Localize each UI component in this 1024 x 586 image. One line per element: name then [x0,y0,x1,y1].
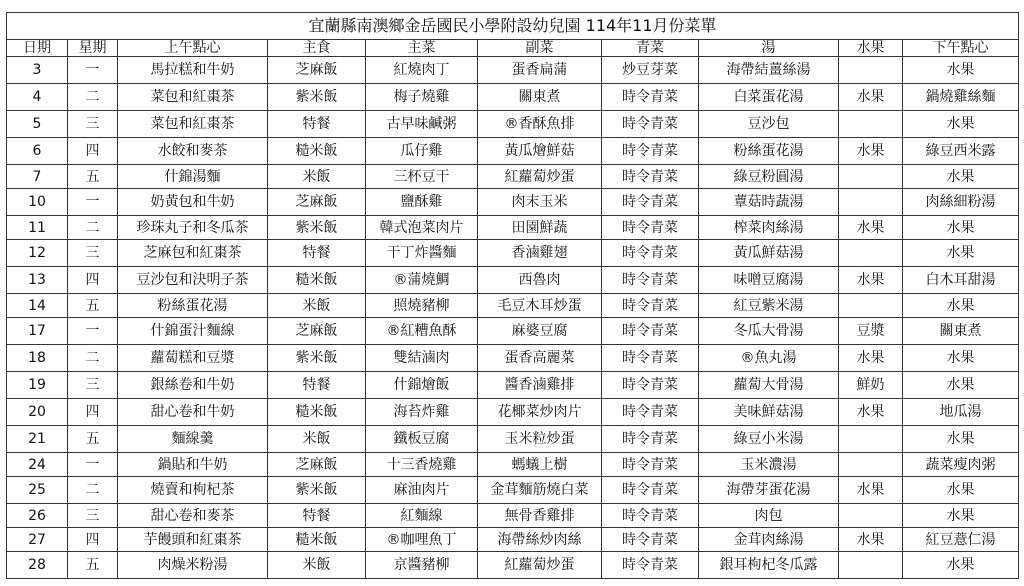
cell-side-dish: 螞蟻上樹 [478,453,602,477]
cell-main-dish: ®紅糟魚酥 [366,318,478,345]
cell-afternoon-snack: 肉絲細粉湯 [903,189,1019,216]
cell-weekday: 三 [68,111,118,138]
cell-vegetable: 時令青菜 [602,216,699,240]
table-row [7,267,1019,294]
cell-soup: 玉米濃湯 [699,453,839,477]
cell-weekday: 五 [68,294,118,318]
cell-afternoon-snack: 水果 [903,111,1019,138]
cell-morning-snack: 芋饅頭和紅棗茶 [118,528,268,552]
cell-date: 28 [7,552,68,579]
cell-vegetable: 時令青菜 [602,372,699,399]
cell-date: 6 [7,138,68,165]
cell-date: 27 [7,528,68,552]
cell-afternoon-snack: 白木耳甜湯 [903,267,1019,294]
cell-main-dish: 梅子燒雞 [366,84,478,111]
cell-date: 7 [7,165,68,189]
cell-vegetable: 時令青菜 [602,426,699,453]
cell-fruit [839,504,903,528]
title-row [7,13,1019,40]
cell-fruit: 水果 [839,267,903,294]
cell-afternoon-snack: 綠豆西米露 [903,138,1019,165]
cell-vegetable: 時令青菜 [602,84,699,111]
cell-main-dish: 京醬豬柳 [366,552,478,579]
cell-main-dish: 海苔炸雞 [366,399,478,426]
cell-date: 20 [7,399,68,426]
cell-main-dish: 照燒豬柳 [366,294,478,318]
cell-vegetable: 時令青菜 [602,189,699,216]
cell-staple: 米飯 [268,165,366,189]
cell-main-dish: 古早味鹹粥 [366,111,478,138]
cell-weekday: 五 [68,426,118,453]
cell-afternoon-snack: 水果 [903,504,1019,528]
header-staple: 主食 [268,40,366,57]
cell-fruit: 水果 [839,345,903,372]
cell-side-dish: 醬香滷雞排 [478,372,602,399]
cell-afternoon-snack: 水果 [903,216,1019,240]
cell-soup: 銀耳枸杞冬瓜露 [699,552,839,579]
table-row [7,552,1019,579]
table-row [7,318,1019,345]
cell-weekday: 四 [68,138,118,165]
cell-side-dish: 金茸麵筋燒白菜 [478,477,602,504]
cell-date: 11 [7,216,68,240]
cell-fruit: 水果 [839,399,903,426]
cell-afternoon-snack: 水果 [903,372,1019,399]
table-row [7,240,1019,267]
cell-soup: 黃瓜鮮菇湯 [699,240,839,267]
cell-soup: ®魚丸湯 [699,345,839,372]
cell-fruit: 豆漿 [839,318,903,345]
cell-soup: 美味鮮菇湯 [699,399,839,426]
cell-morning-snack: 甜心卷和麥茶 [118,504,268,528]
cell-date: 25 [7,477,68,504]
cell-staple: 紫米飯 [268,477,366,504]
cell-weekday: 二 [68,216,118,240]
cell-soup: 白菜蛋花湯 [699,84,839,111]
cell-main-dish: 雙結滷肉 [366,345,478,372]
cell-soup: 榨菜肉絲湯 [699,216,839,240]
cell-vegetable: 時令青菜 [602,240,699,267]
header-side-dish: 副菜 [478,40,602,57]
cell-vegetable: 時令青菜 [602,504,699,528]
cell-side-dish: 田園鮮蔬 [478,216,602,240]
cell-date: 14 [7,294,68,318]
cell-fruit [839,189,903,216]
header-date: 日期 [7,40,68,57]
cell-staple: 芝麻飯 [268,57,366,84]
cell-date: 24 [7,453,68,477]
cell-soup: 海帶結薑絲湯 [699,57,839,84]
cell-date: 10 [7,189,68,216]
cell-main-dish: 什錦燴飯 [366,372,478,399]
table-row [7,111,1019,138]
header-fruit: 水果 [839,40,903,57]
cell-staple: 米飯 [268,552,366,579]
cell-afternoon-snack: 水果 [903,477,1019,504]
cell-staple: 米飯 [268,294,366,318]
cell-staple: 芝麻飯 [268,189,366,216]
cell-side-dish: 海帶絲炒肉絲 [478,528,602,552]
table-row [7,138,1019,165]
cell-main-dish: 三杯豆干 [366,165,478,189]
cell-fruit: 鮮奶 [839,372,903,399]
cell-weekday: 一 [68,318,118,345]
table-row [7,216,1019,240]
cell-side-dish: 花椰菜炒肉片 [478,399,602,426]
cell-weekday: 四 [68,267,118,294]
cell-fruit [839,453,903,477]
cell-side-dish: 玉米粒炒蛋 [478,426,602,453]
cell-fruit: 水果 [839,216,903,240]
table-row [7,399,1019,426]
cell-date: 17 [7,318,68,345]
cell-soup: 蕈菇時蔬湯 [699,189,839,216]
header-weekday: 星期 [68,40,118,57]
cell-afternoon-snack: 水果 [903,240,1019,267]
menu-title: 宜蘭縣南澳鄉金岳國民小學附設幼兒園 114年11月份菜單 [7,13,1019,40]
cell-morning-snack: 麵線羹 [118,426,268,453]
cell-soup: 冬瓜大骨湯 [699,318,839,345]
cell-afternoon-snack: 蔬菜瘦肉粥 [903,453,1019,477]
cell-afternoon-snack: 地瓜湯 [903,399,1019,426]
table-row [7,84,1019,111]
cell-vegetable: 時令青菜 [602,399,699,426]
table-row [7,453,1019,477]
cell-main-dish: 十三香燒雞 [366,453,478,477]
table-row [7,345,1019,372]
cell-staple: 糙米飯 [268,528,366,552]
cell-main-dish: 鹽酥雞 [366,189,478,216]
cell-weekday: 二 [68,84,118,111]
cell-vegetable: 時令青菜 [602,552,699,579]
cell-main-dish: 紅燒肉丁 [366,57,478,84]
cell-fruit: 水果 [839,528,903,552]
cell-afternoon-snack: 水果 [903,552,1019,579]
cell-weekday: 五 [68,165,118,189]
cell-morning-snack: 甜心卷和牛奶 [118,399,268,426]
cell-date: 5 [7,111,68,138]
cell-weekday: 三 [68,504,118,528]
cell-staple: 芝麻飯 [268,318,366,345]
cell-soup: 豆沙包 [699,111,839,138]
cell-soup: 金茸肉絲湯 [699,528,839,552]
cell-weekday: 三 [68,372,118,399]
cell-side-dish: 黃瓜燴鮮菇 [478,138,602,165]
cell-main-dish: 韓式泡菜肉片 [366,216,478,240]
cell-weekday: 五 [68,552,118,579]
cell-staple: 米飯 [268,426,366,453]
cell-afternoon-snack: 關東煮 [903,318,1019,345]
cell-soup: 粉絲蛋花湯 [699,138,839,165]
cell-side-dish: 麻婆豆腐 [478,318,602,345]
table-row [7,528,1019,552]
cell-morning-snack: 鍋貼和牛奶 [118,453,268,477]
cell-vegetable: 時令青菜 [602,111,699,138]
cell-date: 4 [7,84,68,111]
cell-staple: 紫米飯 [268,345,366,372]
cell-side-dish: 西魯肉 [478,267,602,294]
cell-side-dish: 無骨香雞排 [478,504,602,528]
cell-main-dish: 鐵板豆腐 [366,426,478,453]
cell-afternoon-snack: 水果 [903,426,1019,453]
menu-sheet [6,12,1019,579]
cell-soup: 海帶芽蛋花湯 [699,477,839,504]
header-morning-snack: 上午點心 [118,40,268,57]
cell-morning-snack: 粉絲蛋花湯 [118,294,268,318]
cell-vegetable: 時令青菜 [602,318,699,345]
cell-afternoon-snack: 水果 [903,294,1019,318]
menu-table [6,12,1019,579]
menu-body [7,57,1019,579]
cell-fruit [839,165,903,189]
table-row [7,372,1019,399]
cell-staple: 特餐 [268,240,366,267]
cell-vegetable: 時令青菜 [602,477,699,504]
cell-morning-snack: 豆沙包和決明子茶 [118,267,268,294]
cell-staple: 芝麻飯 [268,453,366,477]
table-row [7,57,1019,84]
cell-morning-snack: 菜包和紅棗茶 [118,111,268,138]
cell-morning-snack: 奶黃包和牛奶 [118,189,268,216]
cell-side-dish: 紅蘿蔔炒蛋 [478,552,602,579]
cell-morning-snack: 什錦蛋汁麵線 [118,318,268,345]
cell-date: 12 [7,240,68,267]
cell-staple: 糙米飯 [268,267,366,294]
cell-staple: 紫米飯 [268,84,366,111]
cell-main-dish: ®蒲燒鯛 [366,267,478,294]
cell-fruit [839,57,903,84]
cell-fruit [839,240,903,267]
cell-fruit: 水果 [839,84,903,111]
cell-fruit [839,552,903,579]
cell-weekday: 一 [68,453,118,477]
table-row [7,477,1019,504]
cell-date: 13 [7,267,68,294]
cell-vegetable: 時令青菜 [602,528,699,552]
cell-soup: 綠豆粉圓湯 [699,165,839,189]
cell-staple: 特餐 [268,111,366,138]
cell-morning-snack: 肉燥米粉湯 [118,552,268,579]
cell-fruit [839,426,903,453]
cell-side-dish: 蛋香扁蒲 [478,57,602,84]
table-row [7,294,1019,318]
cell-date: 21 [7,426,68,453]
cell-soup: 蘿蔔大骨湯 [699,372,839,399]
cell-morning-snack: 銀絲卷和牛奶 [118,372,268,399]
cell-side-dish: 肉末玉米 [478,189,602,216]
header-vegetable: 青菜 [602,40,699,57]
cell-soup: 肉包 [699,504,839,528]
cell-vegetable: 時令青菜 [602,345,699,372]
cell-side-dish: 毛豆木耳炒蛋 [478,294,602,318]
cell-morning-snack: 水餃和麥茶 [118,138,268,165]
header-soup: 湯 [699,40,839,57]
cell-weekday: 四 [68,528,118,552]
cell-afternoon-snack: 紅豆薏仁湯 [903,528,1019,552]
cell-soup: 味噌豆腐湯 [699,267,839,294]
cell-soup: 綠豆小米湯 [699,426,839,453]
cell-date: 19 [7,372,68,399]
cell-morning-snack: 燒賣和枸杞茶 [118,477,268,504]
cell-date: 26 [7,504,68,528]
cell-main-dish: 紅麵線 [366,504,478,528]
cell-afternoon-snack: 水果 [903,165,1019,189]
cell-weekday: 四 [68,399,118,426]
cell-main-dish: 瓜仔雞 [366,138,478,165]
cell-afternoon-snack: 水果 [903,57,1019,84]
cell-vegetable: 炒豆芽菜 [602,57,699,84]
cell-morning-snack: 珍珠丸子和冬瓜茶 [118,216,268,240]
cell-side-dish: 關東煮 [478,84,602,111]
cell-vegetable: 時令青菜 [602,165,699,189]
cell-fruit: 水果 [839,477,903,504]
table-row [7,426,1019,453]
cell-vegetable: 時令青菜 [602,453,699,477]
cell-weekday: 二 [68,477,118,504]
cell-staple: 特餐 [268,372,366,399]
cell-main-dish: ®咖哩魚丁 [366,528,478,552]
cell-morning-snack: 蘿蔔糕和豆漿 [118,345,268,372]
cell-afternoon-snack: 鍋燒雞絲麵 [903,84,1019,111]
cell-weekday: 三 [68,240,118,267]
cell-vegetable: 時令青菜 [602,138,699,165]
header-row [7,40,1019,57]
cell-morning-snack: 什錦湯麵 [118,165,268,189]
header-afternoon-snack: 下午點心 [903,40,1019,57]
cell-side-dish: ®香酥魚排 [478,111,602,138]
table-row [7,504,1019,528]
cell-weekday: 二 [68,345,118,372]
cell-staple: 特餐 [268,504,366,528]
cell-side-dish: 蛋香高麗菜 [478,345,602,372]
cell-weekday: 一 [68,189,118,216]
table-row [7,165,1019,189]
cell-date: 3 [7,57,68,84]
cell-staple: 糙米飯 [268,399,366,426]
cell-date: 18 [7,345,68,372]
cell-side-dish: 香滷雞翅 [478,240,602,267]
cell-fruit [839,111,903,138]
cell-fruit: 水果 [839,138,903,165]
cell-staple: 糙米飯 [268,138,366,165]
cell-morning-snack: 馬拉糕和牛奶 [118,57,268,84]
cell-fruit [839,294,903,318]
header-main-dish: 主菜 [366,40,478,57]
cell-main-dish: 干丁炸醬麵 [366,240,478,267]
cell-vegetable: 時令青菜 [602,267,699,294]
cell-morning-snack: 菜包和紅棗茶 [118,84,268,111]
table-row [7,189,1019,216]
cell-side-dish: 紅蘿蔔炒蛋 [478,165,602,189]
cell-morning-snack: 芝麻包和紅棗茶 [118,240,268,267]
cell-afternoon-snack: 水果 [903,345,1019,372]
cell-vegetable: 時令青菜 [602,294,699,318]
cell-soup: 紅豆紫米湯 [699,294,839,318]
cell-main-dish: 麻油肉片 [366,477,478,504]
cell-weekday: 一 [68,57,118,84]
cell-staple: 紫米飯 [268,216,366,240]
